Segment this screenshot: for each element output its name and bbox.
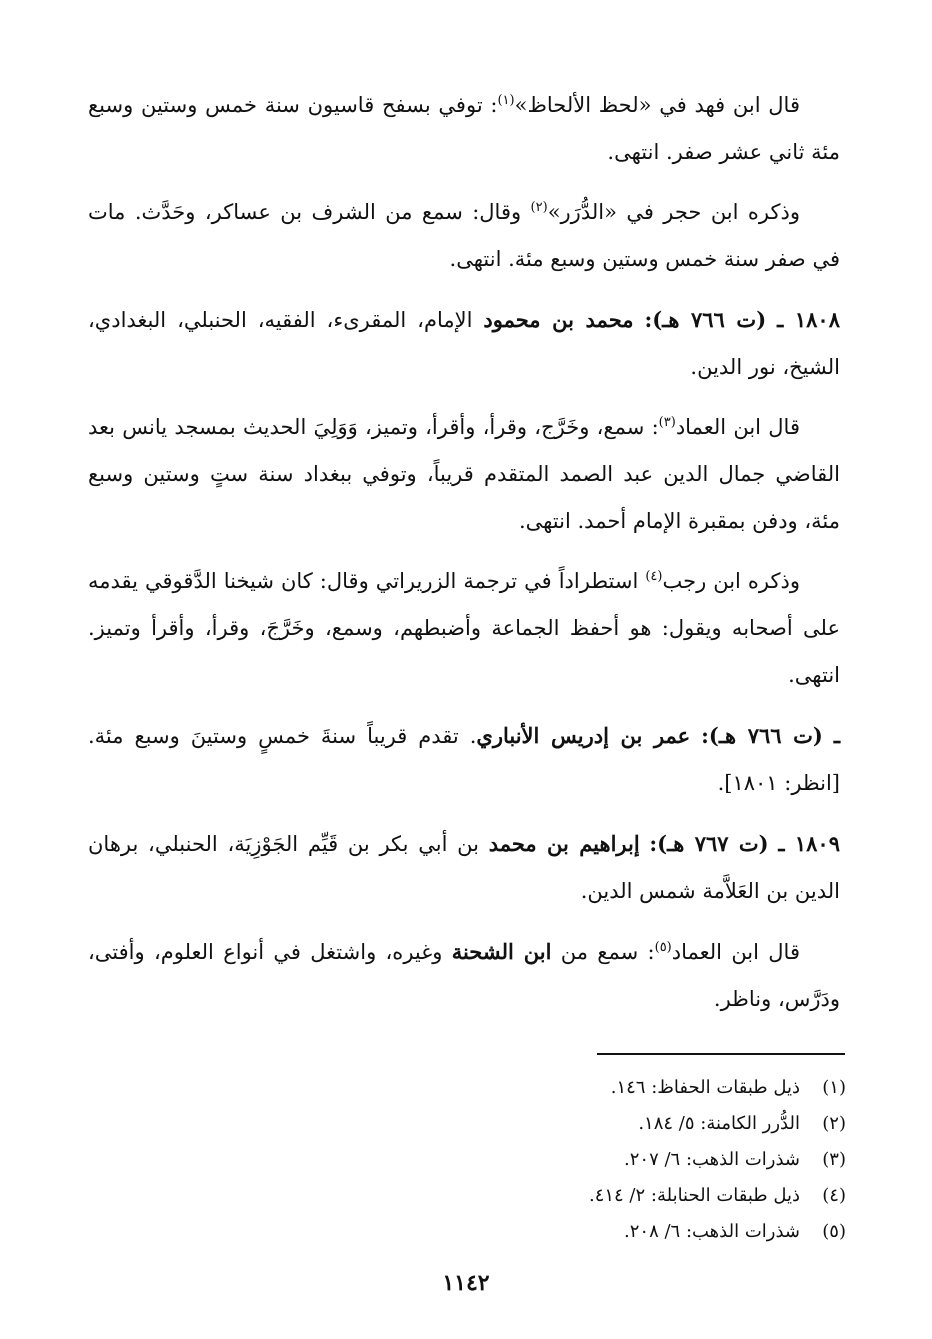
footnote-ref: (٤)	[645, 569, 663, 584]
entry-name: محمد بن محمود	[483, 307, 634, 332]
footnote-item	[300, 1178, 846, 1214]
paragraph-text: وقال: سمع من الشرف بن عساكر، وحَدَّث. مات في صفر سنة خمس وستين وسبع مئة. انتهى.	[88, 200, 840, 271]
footnote-text: ذيل طبقات الحنابلة: ٢/ ٤١٤.	[588, 1185, 800, 1206]
entry-unnumbered	[88, 712, 840, 807]
entry-name: إبراهيم بن محمد	[488, 831, 640, 856]
footnote-ref: (٥)	[654, 940, 672, 955]
paragraph-text: قال ابن فهد في «لحظ الألحاظ»	[514, 93, 800, 117]
paragraph-text: : سمع، وخَرَّج، وقرأ، وأقرأ، وتميز، وَوَلِيَ الحديث بمسجد يانس بعد القاضي جمال الدين عبد الصمد المتقدم قريباً، وتوفي ببغداد سنة ستٍ وستين وسبع مئة، ودفن بمقبرة الإمام أحمد. انتهى.	[88, 415, 840, 533]
footnote-number: (٤)	[822, 1185, 846, 1206]
footnote-number: (١)	[822, 1077, 846, 1098]
footnote-separator	[597, 1053, 845, 1055]
entry-dash: ـ	[833, 723, 840, 748]
paragraph-text: وغيره، واشتغل في أنواع العلوم، وأفتى، ودَرَّس، وناظر.	[88, 940, 840, 1011]
footnote-number: (٥)	[822, 1221, 846, 1242]
entry-1809	[88, 820, 840, 915]
footnote-text: شذرات الذهب: ٦/ ٢٠٧.	[624, 1149, 800, 1170]
entry-1808	[88, 296, 840, 391]
footnote-text: ذيل طبقات الحفاظ: ١٤٦.	[610, 1077, 800, 1098]
bold-name: ابن الشحنة	[451, 939, 552, 964]
entry-description: بن أبي بكر بن قَيِّم الجَوْزِيَة، الحنبلي، برهان الدين بن العَلاَّمة شمس الدين.	[88, 832, 840, 903]
death-date: (ت ٧٦٦ هـ):	[644, 307, 767, 332]
death-date: (ت ٧٦٦ هـ):	[701, 723, 823, 748]
entry-description: . تقدم قريباً سنةَ خمسٍ وستينَ وسبع مئة. [انظر: ١٨٠١].	[88, 724, 840, 795]
footnote-ref: (٣)	[658, 415, 676, 430]
footnote-text: شذرات الذهب: ٦/ ٢٠٨.	[624, 1221, 800, 1242]
footnote-number: (٢)	[822, 1113, 846, 1134]
paragraph-text: وذكره ابن رجب	[662, 569, 800, 593]
entry-name: عمر بن إدريس الأنباري	[476, 723, 691, 748]
footnote-item	[300, 1214, 846, 1250]
paragraph-text: استطراداً في ترجمة الزريراتي وقال: كان شيخنا الدَّقوقي يقدمه على أصحابه ويقول: هو أحفظ الجماعة وأضبطهم، وسمع، وخَرَّجَ، وقرأ، وأقرأ وتميز. انتهى.	[88, 569, 840, 687]
paragraph-text: قال ابن العماد	[671, 940, 800, 964]
footnote-ref: (٢)	[530, 200, 548, 215]
page-number: ١١٤٢	[442, 1270, 490, 1296]
paragraph-ibn-al-imad-2	[88, 928, 840, 1023]
footnote-item	[300, 1142, 846, 1178]
entry-description: الإمام، المقرىء، الفقيه، الحنبلي، البغدادي، الشيخ، نور الدين.	[88, 308, 840, 379]
footnote-text: الدُّرر الكامنة: ٥/ ١٨٤.	[638, 1113, 800, 1134]
entry-number: ١٨٠٩ ـ	[778, 831, 840, 856]
footnotes	[300, 1070, 846, 1250]
footnote-number: (٣)	[822, 1149, 846, 1170]
paragraph-ibn-hajar	[88, 189, 840, 283]
footnote-ref: (١)	[497, 93, 515, 108]
paragraph-text: : توفي بسفح قاسيون سنة خمس وستين وسبع مئة ثاني عشر صفر. انتهى.	[88, 93, 840, 164]
paragraph-text: وذكره ابن حجر في «الدُّرَر»	[547, 200, 800, 224]
death-date: (ت ٧٦٧ هـ):	[649, 831, 769, 856]
paragraph-ibn-al-imad-1	[88, 404, 840, 545]
entry-number: ١٨٠٨ ـ	[777, 307, 840, 332]
main-text	[88, 82, 840, 1036]
paragraph-text: قال ابن العماد	[675, 415, 800, 439]
footnote-item	[300, 1106, 846, 1142]
paragraph-text: : سمع من	[551, 940, 655, 964]
paragraph-ibn-fahd	[88, 82, 840, 176]
footnote-item	[300, 1070, 846, 1106]
paragraph-ibn-rajab	[88, 558, 840, 699]
